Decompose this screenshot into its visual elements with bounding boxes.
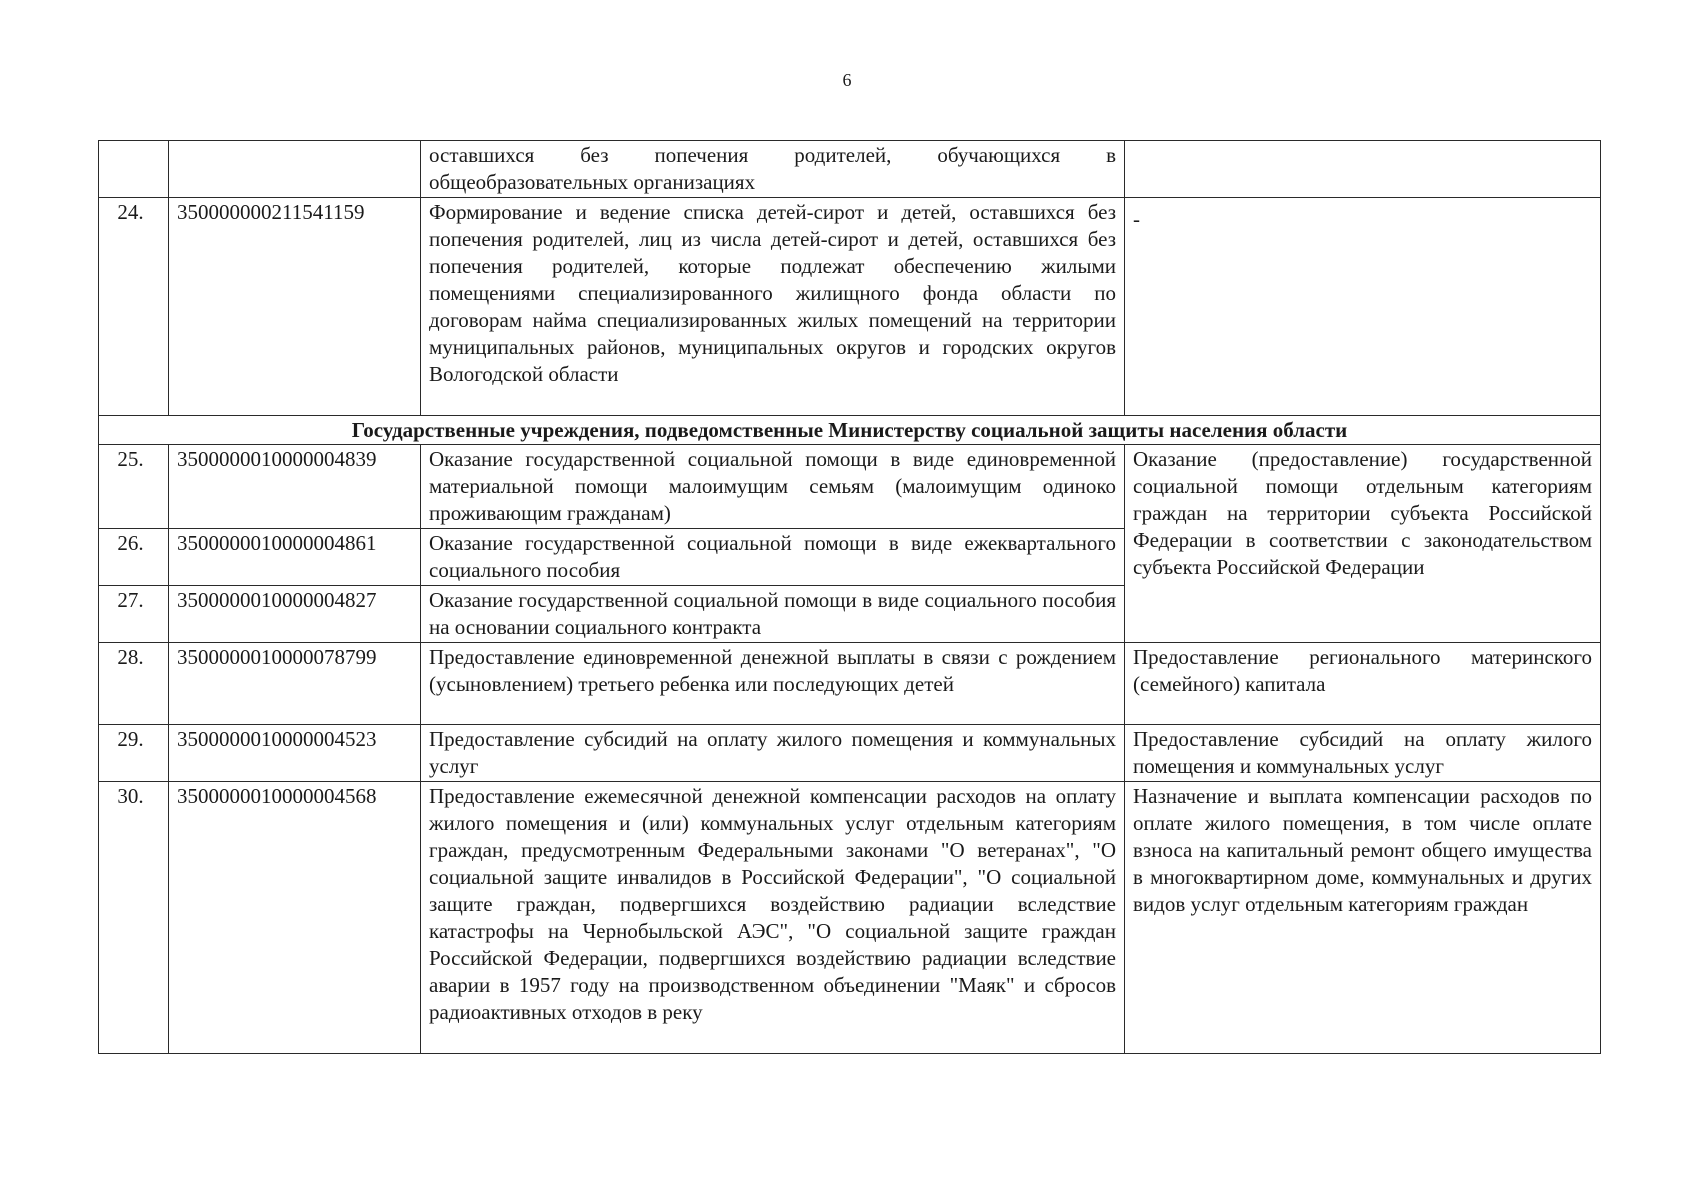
row-number: 27. <box>99 586 169 643</box>
standard-service-name: Назначение и выплата компенсации расходов по оплате жилого помещения, в том числе оплате взноса на капитальный ремонт общего имущества в многоквартирном доме, коммунальных и других видов услуг отдельным категориям граждан <box>1125 782 1601 1054</box>
table-row <box>99 445 1601 529</box>
row-number: 30. <box>99 782 169 1054</box>
registry-code: 3500000010000004568 <box>169 782 421 1054</box>
section-title: Государственные учреждения, подведомственные Министерству социальной защиты населения области <box>99 416 1601 445</box>
row-number: 26. <box>99 529 169 586</box>
registry-code: 3500000010000078799 <box>169 643 421 725</box>
service-description: Предоставление единовременной денежной выплаты в связи с рождением (усыновлением) третьего ребенка или последующих детей <box>421 643 1125 725</box>
standard-service-name: Предоставление субсидий на оплату жилого помещения и коммунальных услуг <box>1125 725 1601 782</box>
row-number: 28. <box>99 643 169 725</box>
registry-code: 3500000010000004827 <box>169 586 421 643</box>
standard-service-name: Предоставление регионального материнского (семейного) капитала <box>1125 643 1601 725</box>
services-table <box>98 140 1601 1054</box>
registry-code: 3500000010000004523 <box>169 725 421 782</box>
row-number: 25. <box>99 445 169 529</box>
registry-code <box>169 141 421 198</box>
service-description: Оказание государственной социальной помощи в виде социального пособия на основании социального контракта <box>421 586 1125 643</box>
row-number: 24. <box>99 198 169 416</box>
standard-service-name: Оказание (предоставление) государственной социальной помощи отдельным категориям граждан на территории субъекта Российской Федерации в соответствии с законодательством субъекта Российской Федерации <box>1125 445 1601 643</box>
service-description: Формирование и ведение списка детей-сирот и детей, оставшихся без попечения родителей, лиц из числа детей-сирот и детей, оставшихся без попечения родителей, которые подлежат обеспечению жилыми помещениями специализированного жилищного фонда области по договорам найма специализированных жилых помещений на территории муниципальных районов, муниципальных округов и городских округов Вологодской области <box>421 198 1125 416</box>
table-row <box>99 141 1601 198</box>
standard-service-name: - <box>1125 198 1601 416</box>
row-number <box>99 141 169 198</box>
service-description: Предоставление субсидий на оплату жилого помещения и коммунальных услуг <box>421 725 1125 782</box>
section-header-row <box>99 416 1601 445</box>
row-number: 29. <box>99 725 169 782</box>
standard-service-name <box>1125 141 1601 198</box>
page-number: 6 <box>842 70 852 90</box>
service-description: Предоставление ежемесячной денежной компенсации расходов на оплату жилого помещения и (или) коммунальных услуг отдельным категориям граждан, предусмотренным Федеральными законами "О ветеранах", "О социальной защите инвалидов в Российской Федерации", "О социальной защите граждан, подвергшихся воздействию радиации вследствие катастрофы на Чернобыльской АЭС", "О социальной защите граждан Российской Федерации, подвергшихся воздействию радиации вследствие аварии в 1957 году на производственном объединении "Маяк" и сбросов радиоактивных отходов в реку <box>421 782 1125 1054</box>
registry-code: 3500000010000004861 <box>169 529 421 586</box>
service-description: оставшихся без попечения родителей, обучающихся в общеобразовательных организациях <box>421 141 1125 198</box>
table-row <box>99 643 1601 725</box>
table-row <box>99 725 1601 782</box>
table-row <box>99 198 1601 416</box>
service-description: Оказание государственной социальной помощи в виде ежеквартального социального пособия <box>421 529 1125 586</box>
registry-code: 350000000211541159 <box>169 198 421 416</box>
table-row <box>99 782 1601 1054</box>
service-description: Оказание государственной социальной помощи в виде единовременной материальной помощи малоимущим семьям (малоимущим одиноко проживающим гражданам) <box>421 445 1125 529</box>
registry-code: 3500000010000004839 <box>169 445 421 529</box>
